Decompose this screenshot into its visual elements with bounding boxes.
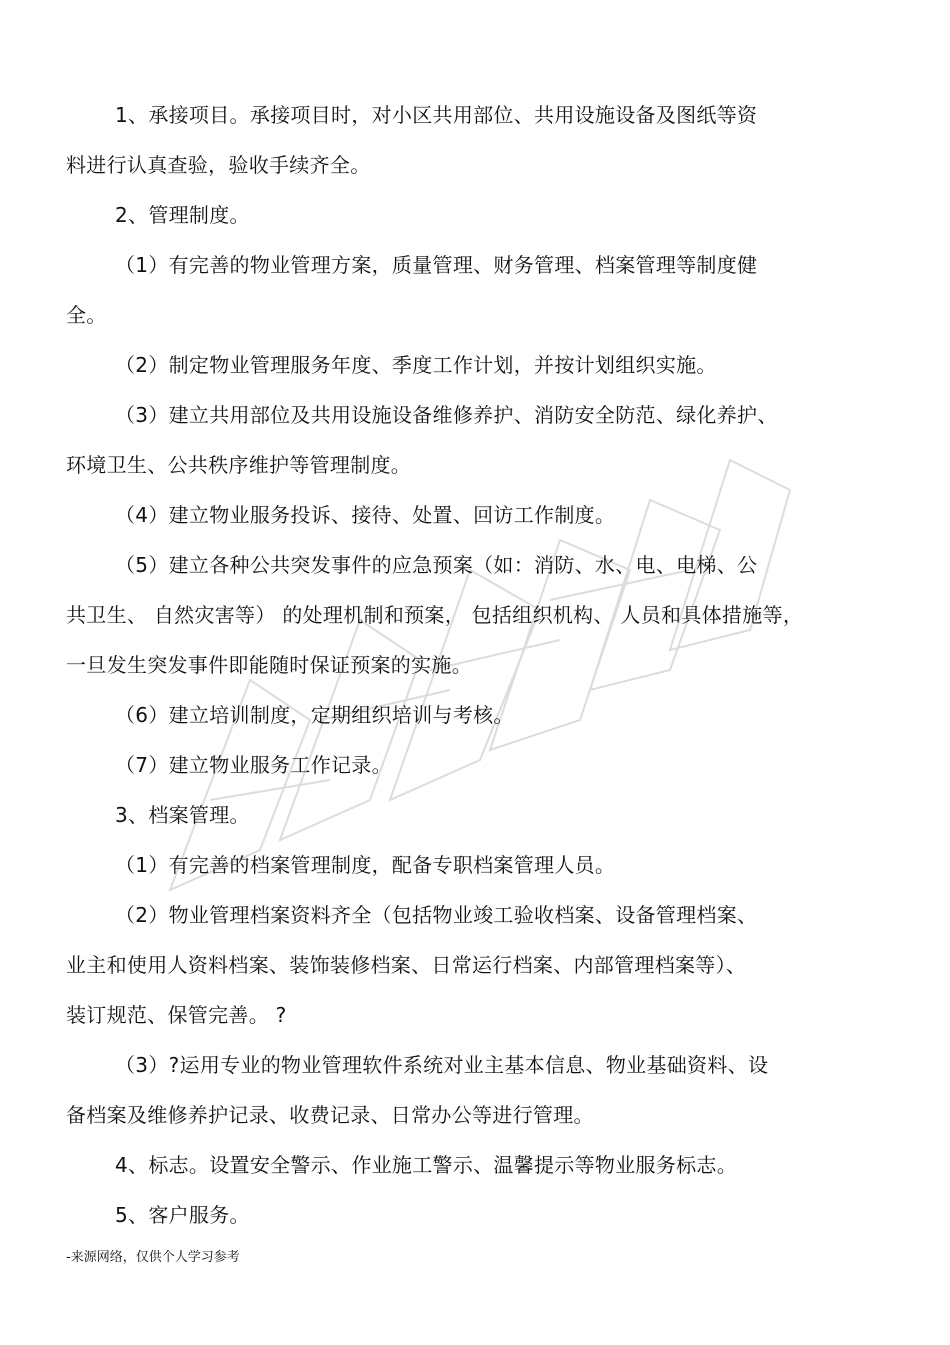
- text-line: 一旦发生突发事件即能随时保证预案的实施。: [66, 653, 472, 677]
- text-line: 装订规范、保管完善。 ?: [66, 1003, 287, 1027]
- text-line: （1）有完善的档案管理制度，配备专职档案管理人员。: [115, 853, 616, 877]
- text-line: 料进行认真查验，验收手续齐全。: [66, 153, 371, 177]
- text-line: （5）建立各种公共突发事件的应急预案（如：消防、水、电、电梯、公: [115, 553, 758, 577]
- text-line: 4、标志。设置安全警示、作业施工警示、温馨提示等物业服务标志。: [115, 1153, 738, 1177]
- text-line: 业主和使用人资料档案、装饰装修档案、日常运行档案、内部管理档案等）、: [66, 953, 747, 977]
- text-line: 5、客户服务。: [115, 1203, 250, 1227]
- footer-note: -来源网络，仅供个人学习参考: [66, 1250, 240, 1265]
- text-line: 1、承接项目。承接项目时，对小区共用部位、共用设施设备及图纸等资: [115, 103, 758, 127]
- text-line: 共卫生、 自然灾害等） 的处理机制和预案， 包括组织机构、 人员和具体措施等，: [66, 603, 804, 627]
- text-line: （3）建立共用部位及共用设施设备维修养护、消防安全防范、绿化养护、: [115, 403, 778, 427]
- text-line: （7）建立物业服务工作记录。: [115, 753, 392, 777]
- text-line: （2）制定物业管理服务年度、季度工作计划，并按计划组织实施。: [115, 353, 717, 377]
- text-line: 备档案及维修养护记录、收费记录、日常办公等进行管理。: [66, 1103, 594, 1127]
- text-line: 环境卫生、公共秩序维护等管理制度。: [66, 453, 412, 477]
- text-line: （2）物业管理档案资料齐全（包括物业竣工验收档案、设备管理档案、: [115, 903, 758, 927]
- text-line: （4）建立物业服务投诉、接待、处置、回访工作制度。: [115, 503, 616, 527]
- text-line: 2、管理制度。: [115, 203, 250, 227]
- text-line: 全。: [66, 303, 107, 327]
- text-line: （6）建立培训制度，定期组织培训与考核。: [115, 703, 514, 727]
- text-line: （1）有完善的物业管理方案，质量管理、财务管理、档案管理等制度健: [115, 253, 758, 277]
- text-line: 3、档案管理。: [115, 803, 250, 827]
- text-line: （3）?运用专业的物业管理软件系统对业主基本信息、物业基础资料、设: [115, 1053, 769, 1077]
